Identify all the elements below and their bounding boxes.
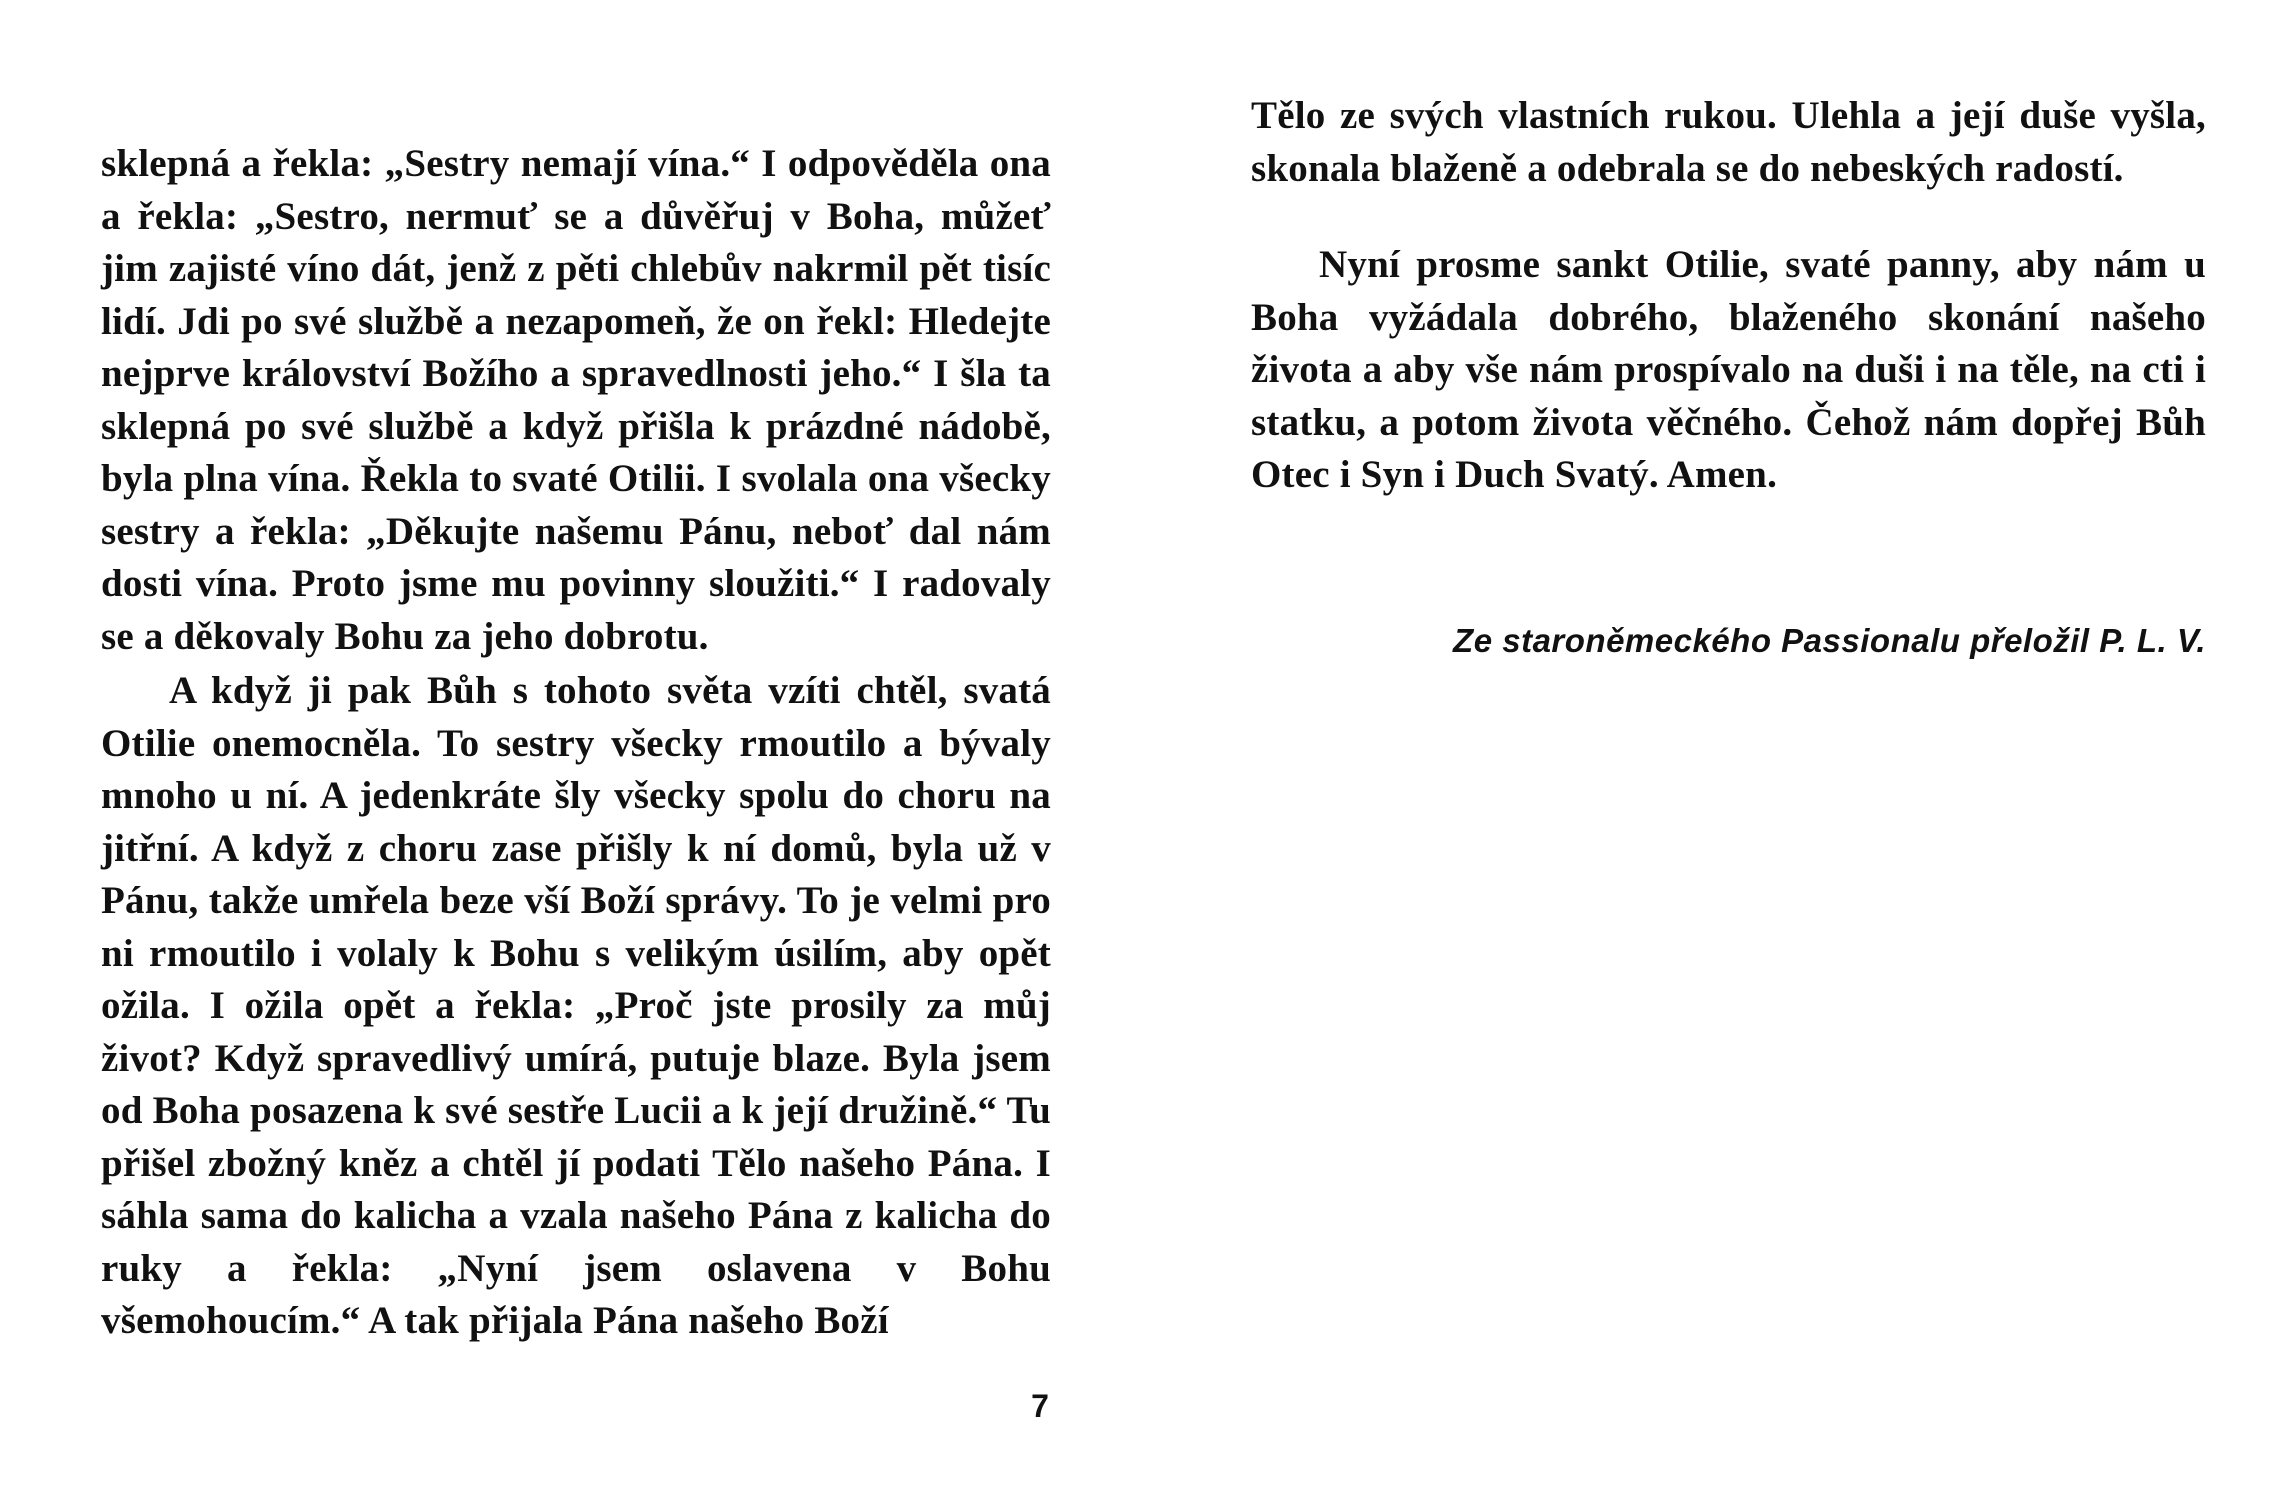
translator-credit: Ze staroněmeckého Passionalu přeložil P. L. V.	[1453, 622, 2206, 659]
right-page	[1136, 0, 2272, 1500]
right-page-text	[1251, 90, 2206, 502]
left-paragraph-1: sklepná a řekla: „Sestry nemají vína.“ I odpověděla ona a řekla: „Sestro, nermuť se a důvěřuj v Boha, můžeť jim zajisté víno dát, jenž z pěti chlebův nakrmil pět tisíc lidí. Jdi po své službě a nezapomeň, že on řekl: Hledejte nejprve království Božího a spravedlnosti jeho.“ I šla ta sklepná po své službě a když přišla k prázdné nádobě, byla plna vína. Řekla to svaté Otilii. I svolala ona všecky sestry a řekla: „Děkujte našemu Pánu, neboť dal nám dosti vína. Proto jsme mu povinny sloužiti.“ I radovaly se a děkovaly Bohu za jeho dobrotu.	[101, 142, 1051, 658]
left-page-text	[101, 138, 1051, 1348]
right-paragraph-2: Nyní prosme sankt Otilie, svaté panny, aby nám u Boha vyžádala dobrého, blaženého skonání našeho života a aby vše nám prospívalo na duši i na těle, na cti i statku, a potom života věčného. Čehož nám dopřej Bůh Otec i Syn i Duch Svatý. Amen.	[1251, 243, 2206, 496]
left-paragraph-2: A když ji pak Bůh s tohoto světa vzíti chtěl, svatá Otilie onemocněla. To sestry všecky rmoutilo a bývaly mnoho u ní. A jedenkráte šly všecky spolu do choru na jitřní. A když z choru zase přišly k ní domů, byla už v Pánu, takže umřela beze vší Boží správy. To je velmi pro ni rmoutilo i volaly k Bohu s velikým úsilím, aby opět ožila. I ožila opět a řekla: „Proč jste prosily za můj život? Když spravedlivý umírá, putuje blaze. Byla jsem od Boha posazena k své sestře Lucii a k její družině.“ Tu přišel zbožný kněz a chtěl jí podati Tělo našeho Pána. I sáhla sama do kalicha a vzala našeho Pána z kalicha do ruky a řekla: „Nyní jsem oslavena v Bohu všemohoucím.“ A tak přijala Pána našeho Boží	[101, 669, 1051, 1342]
right-paragraph-1: Tělo ze svých vlastních rukou. Ulehla a její duše vyšla, skonala blaženě a odebrala se do nebeských radostí.	[1251, 94, 2206, 190]
page-number: 7	[1031, 1388, 1049, 1424]
